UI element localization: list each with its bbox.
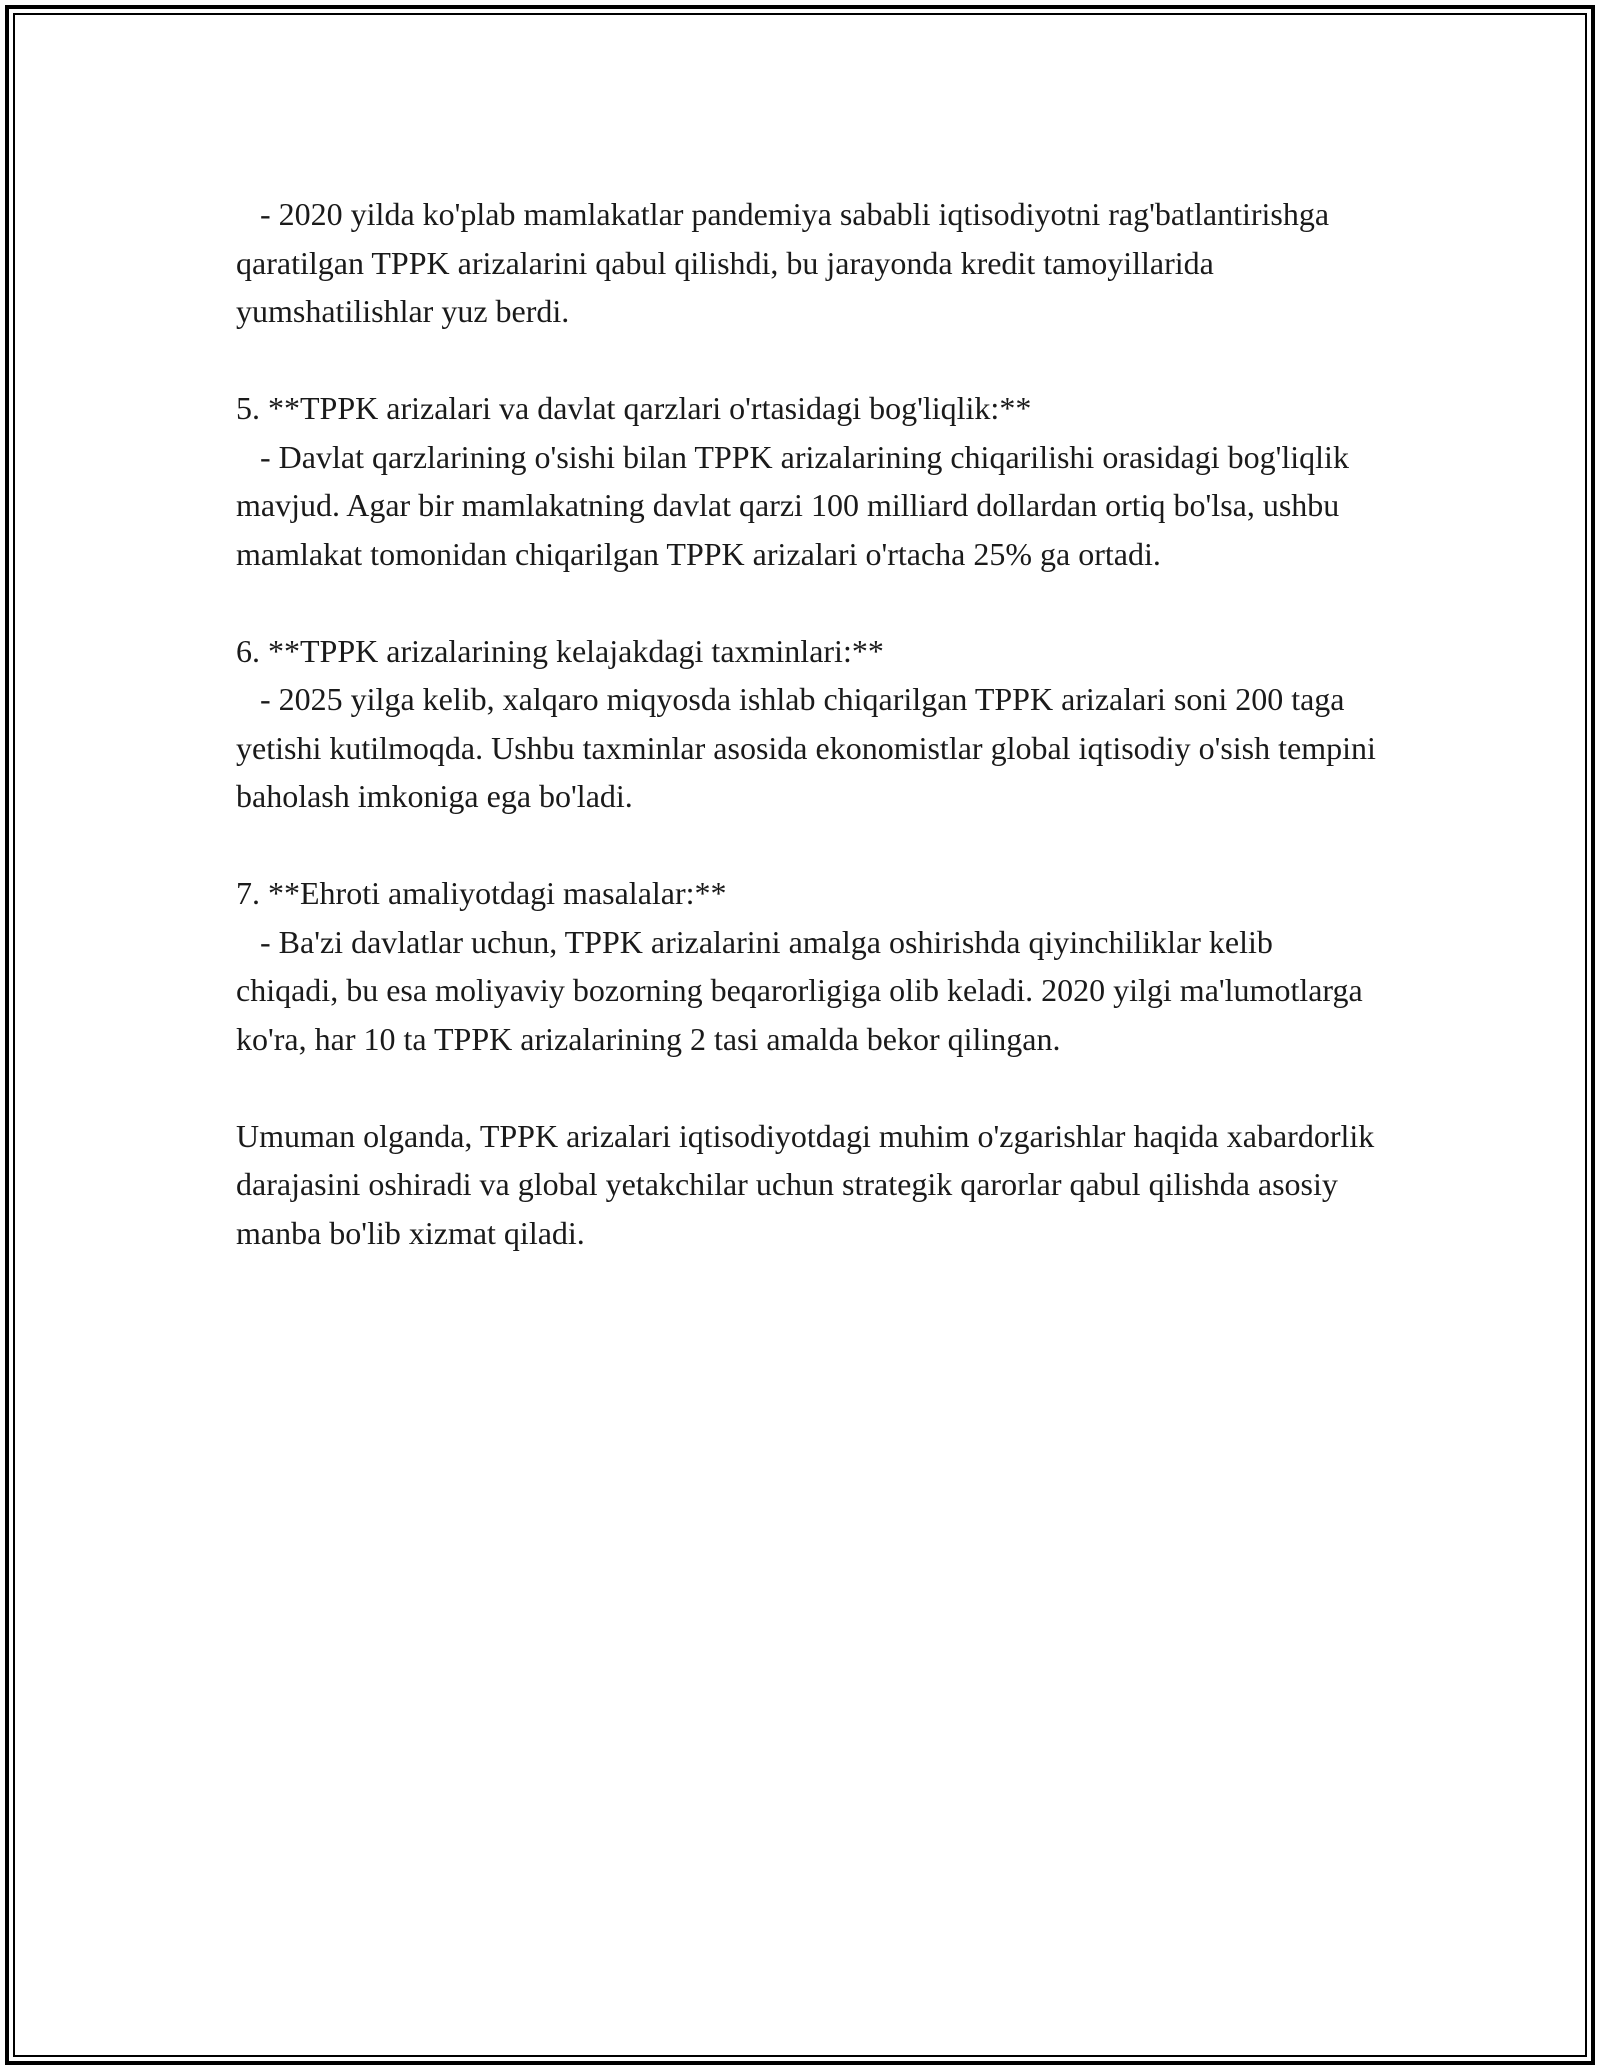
section-7-heading: 7. **Ehroti amaliyotdagi masalalar:** — [236, 875, 727, 911]
section-5-bullet: - Davlat qarzlarining o'sishi bilan TPPK arizalarining chiqarilishi orasidagi bog'liqlik mavjud. Agar bir mamlakatning davlat qarzi 100 milliard dollardan ortiq bo'lsa, ushbu mamlakat tomonidan chiqarilgan TPPK arizalari o'rtacha 25% ga ortadi. — [236, 438, 1357, 572]
document-body — [236, 190, 1384, 1306]
section-5-heading: 5. **TPPK arizalari va davlat qarzlari o'rtasidagi bog'liqlik:** — [236, 390, 1032, 426]
section-7-bullet: - Ba'zi davlatlar uchun, TPPK arizalarini amalga oshirishda qiyinchiliklar kelib chiqadi, bu esa moliyaviy bozorning beqarorligiga olib keladi. 2020 yilgi ma'lumotlarga ko'ra, har 10 ta TPPK arizalarining 2 tasi amalda bekor qilingan. — [236, 923, 1371, 1057]
section-6-heading: 6. **TPPK arizalarining kelajakdagi taxminlari:** — [236, 632, 884, 669]
paragraph-covid-bullet: - 2020 yilda ko'plab mamlakatlar pandemiya sababli iqtisodiyotni rag'batlantirishga qaratilgan TPPK arizalarini qabul qilishdi, bu jarayonda kredit tamoyillarida yumshatilishlar yuz berdi. — [236, 196, 1338, 329]
section-6-bullet: - 2025 yilga kelib, xalqaro miqyosda ishlab chiqarilgan TPPK arizalari soni 200 taga yetishi kutilmoqda. Ushbu taxminlar asosida ekonomistlar global iqtisodiy o'sish tempini baholash imkoniga ega bo'ladi. — [236, 681, 1384, 814]
conclusion-paragraph: Umuman olganda, TPPK arizalari iqtisodiyotdagi muhim o'zgarishlar haqida xabardorlik darajasini oshiradi va global yetakchilar uchun strategik qarorlar qabul qilishda asosiy manba bo'lib xizmat qiladi. — [236, 1117, 1383, 1251]
